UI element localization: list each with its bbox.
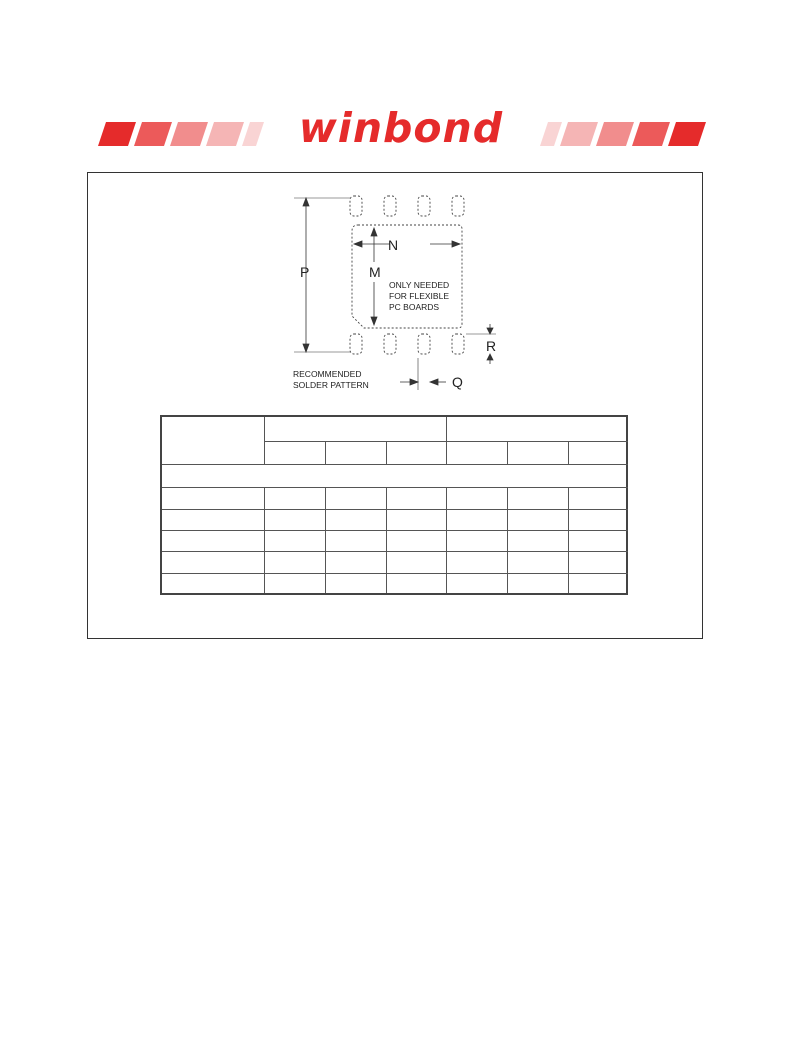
dimension-label-q: Q	[452, 374, 463, 390]
table-rule	[568, 441, 569, 464]
table-rule	[446, 417, 447, 464]
logo-wordmark: winbond	[298, 104, 504, 152]
table-rule	[507, 441, 508, 464]
caption-line: RECOMMENDED	[293, 369, 362, 379]
table-rule	[264, 487, 265, 593]
solder-pad	[418, 196, 430, 216]
table-rule	[264, 417, 265, 464]
note-line: FOR FLEXIBLE	[389, 291, 449, 301]
table-rule	[386, 487, 387, 593]
solder-pad	[350, 334, 362, 354]
dimension-label-m: M	[369, 264, 381, 280]
table-rule	[325, 441, 326, 464]
table-rule	[162, 573, 628, 574]
caption-line: SOLDER PATTERN	[293, 380, 369, 390]
table-rule	[568, 487, 569, 593]
table-rule	[507, 487, 508, 593]
dimension-label-n: N	[388, 237, 399, 253]
table-rule	[386, 441, 387, 464]
dimension-table	[160, 415, 628, 595]
solder-pad	[452, 196, 464, 216]
dimension-label-r: R	[486, 338, 497, 354]
table-rule	[162, 530, 628, 531]
note-line: PC BOARDS	[389, 302, 440, 312]
table-rule	[325, 487, 326, 593]
solder-pad	[384, 196, 396, 216]
table-rule	[446, 487, 447, 593]
solder-pad	[350, 196, 362, 216]
solder-pad	[384, 334, 396, 354]
note-line: ONLY NEEDED	[389, 280, 450, 290]
solder-pad	[418, 334, 430, 354]
table-rule	[162, 464, 628, 465]
solder-pad	[452, 334, 464, 354]
table-rule	[162, 551, 628, 552]
table-rule	[162, 509, 628, 510]
dimension-label-p: P	[300, 264, 310, 280]
table-rule	[162, 487, 628, 488]
